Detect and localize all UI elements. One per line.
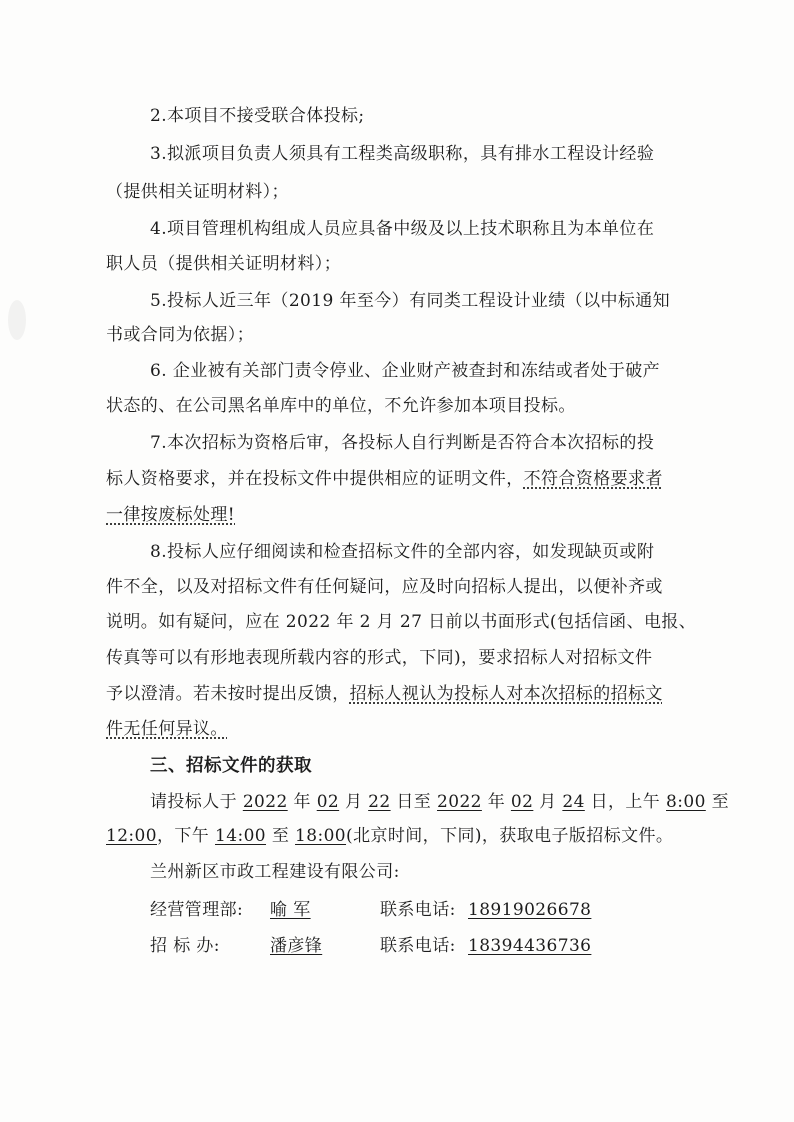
phone-number: 18394436736 <box>468 936 592 956</box>
clause-7-end: 一律按废标处理! <box>106 505 236 525</box>
clause-4-cont: 职人员（提供相关证明材料）； <box>106 254 342 274</box>
clause-8-cont-2: 说明。如有疑问，应在 2022 年 2 月 27 日前以书面形式(包括信函、电报、 <box>106 612 697 632</box>
morning-end: 12:00 <box>106 826 157 846</box>
text: 月 <box>533 792 563 812</box>
clause-8-cont-1: 件不全，以及对招标文件有任何疑问，应及时向招标人提出，以便补齐或 <box>106 577 663 597</box>
morning-start: 8:00 <box>666 792 706 812</box>
phone-label: 联系电话: <box>380 936 456 956</box>
company-name: 兰州新区市政工程建设有限公司: <box>150 862 400 882</box>
clause-6-cont: 状态的、在公司黑名单库中的单位，不允许参加本项目投标。 <box>106 396 576 416</box>
clause-4: 4.项目管理机构组成人员应具备中级及以上技术职称且为本单位在 <box>150 219 655 239</box>
clause-6: 6. 企业被有关部门责令停业、企业财产被查封和冻结或者处于破产 <box>150 361 661 381</box>
end-day: 24 <box>562 792 585 812</box>
start-month: 02 <box>316 792 340 812</box>
clause-7-emphasis: 不符合资格要求者 <box>523 469 663 489</box>
phone-label: 联系电话: <box>380 900 456 920</box>
text: 月 <box>339 792 369 812</box>
clause-2: 2.本项目不接受联合体投标; <box>150 106 365 126</box>
end-year: 2022 <box>437 792 482 812</box>
scan-smudge <box>8 300 26 340</box>
department-label: 招 标 办: <box>150 936 220 956</box>
text: 年 <box>287 792 317 812</box>
afternoon-end: 18:00 <box>295 826 347 846</box>
clause-8-emphasis: 招标人视认为投标人对本次招标的招标文 <box>349 684 663 704</box>
text: 至 <box>705 792 730 812</box>
clause-8: 8.投标人应仔细阅读和检查招标文件的全部内容，如发现缺页或附 <box>150 542 655 562</box>
acquisition-hours <box>106 824 673 848</box>
clause-5-cont: 书或合同为依据）； <box>106 325 255 345</box>
start-day: 22 <box>368 792 391 812</box>
text: 日，上午 <box>584 792 667 812</box>
contact-row <box>150 934 591 958</box>
text: 至 <box>266 826 296 846</box>
section-heading: 三、招标文件的获取 <box>150 756 312 776</box>
clause-8-end: 件无任何异议。 <box>106 719 228 739</box>
text: (北京时间，下同)，获取电子版招标文件。 <box>346 826 674 846</box>
clause-8-text: 予以澄清。若未按时提出反馈， <box>106 684 350 704</box>
text: 请投标人于 <box>150 792 243 812</box>
text: 年 <box>481 792 511 812</box>
clause-3: 3.拟派项目负责人须具有工程类高级职称，具有排水工程设计经验 <box>150 144 655 164</box>
clause-8-cont-4 <box>106 682 663 706</box>
department-label: 经营管理部: <box>150 900 244 920</box>
afternoon-start: 14:00 <box>215 826 267 846</box>
end-month: 02 <box>510 792 534 812</box>
text: ，下午 <box>157 826 216 846</box>
clause-7-text: 标人资格要求，并在投标文件中提供相应的证明文件， <box>106 469 524 489</box>
phone-number: 18919026678 <box>468 900 592 920</box>
text: 日至 <box>390 792 438 812</box>
clause-3-cont: （提供相关证明材料）； <box>106 182 289 202</box>
clause-7: 7.本次招标为资格后审，各投标人自行判断是否符合本次招标的投 <box>150 433 655 453</box>
clause-5: 5.投标人近三年（2019 年至今）有同类工程设计业绩（以中标通知 <box>150 291 671 311</box>
contact-row <box>150 898 591 922</box>
clause-8-cont-3: 传真等可以有形地表现所载内容的形式，下同)，要求招标人对招标文件 <box>106 648 653 668</box>
contact-name: 潘彦锋 <box>270 936 323 956</box>
clause-7-cont <box>106 467 663 491</box>
acquisition-period <box>150 790 729 814</box>
start-year: 2022 <box>242 792 288 812</box>
contact-name: 喻 军 <box>270 900 311 920</box>
